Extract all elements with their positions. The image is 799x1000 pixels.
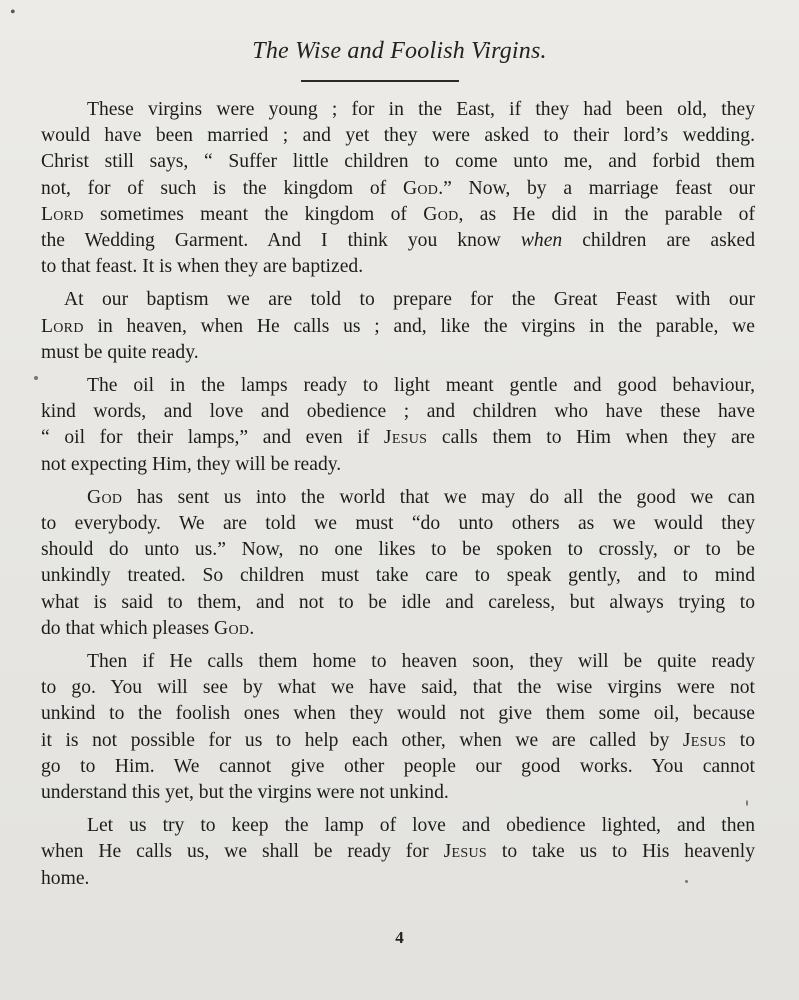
text-line: to that feast. It is when they are baptized. — [41, 256, 364, 278]
small-caps-word: God — [402, 177, 439, 199]
text-line: should do unto us.” Now, no one likes to be spoken to crossly, or to be — [41, 539, 755, 561]
text-line: The oil in the lamps ready to light meant gentle and good behaviour, — [87, 375, 755, 397]
text-line: not expecting Him, they will be ready. — [41, 453, 342, 475]
paragraph — [41, 373, 755, 478]
text-line: when He calls us, we shall be ready for Jesus to take us to His heavenly — [41, 841, 755, 863]
text-line: it is not possible for us to help each other, when we are called by Jesus to — [41, 729, 755, 751]
italic-word: when — [520, 230, 563, 252]
text-line: Let us try to keep the lamp of love and obedience lighted, and then — [87, 815, 755, 837]
corner-mark: • — [10, 4, 16, 21]
small-caps-word: Jesus — [383, 427, 428, 449]
text-line: Christ still says, “ Suffer little children to come unto me, and forbid them — [41, 151, 755, 173]
paragraph — [41, 287, 755, 366]
text-line: do that which pleases God. — [41, 617, 255, 639]
body-text — [41, 97, 755, 899]
text-line: must be quite ready. — [41, 341, 199, 363]
text-line: unkind to the foolish ones when they would not give them some oil, because — [41, 703, 755, 725]
small-caps-word: God — [423, 203, 459, 225]
small-caps-word: Lord — [41, 315, 84, 337]
text-line: “ oil for their lamps,” and even if Jesus calls them to Him when they are — [41, 427, 755, 449]
small-caps-word: Jesus — [443, 841, 487, 863]
text-line: to go. You will see by what we have said, that the wise virgins were not — [41, 677, 755, 699]
small-caps-word: God — [214, 617, 250, 639]
text-line: God has sent us into the world that we may do all the good we can — [87, 486, 755, 508]
text-line: Lord sometimes meant the kingdom of God, as He did in the parable of — [41, 203, 755, 225]
title-rule — [301, 80, 459, 82]
paragraph — [41, 97, 755, 280]
text-line: At our baptism we are told to prepare for the Great Feast with our — [64, 289, 755, 311]
text-line: Lord in heaven, when He calls us ; and, like the virgins in the parable, we — [41, 315, 755, 337]
text-line: Then if He calls them home to heaven soon, they will be quite ready — [87, 651, 755, 673]
text-line: These virgins were young ; for in the East, if they had been old, they — [87, 99, 755, 120]
text-line: what is said to them, and not to be idle and careless, but always trying to — [41, 591, 755, 613]
text-line: unkindly treated. So children must take care to speak gently, and to mind — [41, 565, 755, 587]
page-number: 4 — [395, 928, 404, 947]
text-line: the Wedding Garment. And I think you know when children are asked — [41, 230, 755, 252]
print-speck — [746, 800, 748, 806]
text-line: kind words, and love and obedience ; and children who have these have — [41, 401, 755, 423]
text-line: home. — [41, 867, 90, 889]
print-speck — [34, 376, 38, 380]
paragraph — [41, 813, 755, 892]
small-caps-word: Jesus — [682, 729, 727, 751]
text-line: not, for of such is the kingdom of God.” Now, by a marriage feast our — [41, 177, 755, 199]
text-line: would have been married ; and yet they were asked to their lord’s wedding. — [41, 125, 755, 147]
page-title: The Wise and Foolish Virgins. — [252, 38, 547, 64]
small-caps-word: God — [87, 486, 123, 508]
small-caps-word: Lord — [41, 203, 84, 225]
paragraph — [41, 649, 755, 806]
text-line: go to Him. We cannot give other people our good works. You cannot — [41, 755, 755, 777]
text-line: understand this yet, but the virgins were not unkind. — [41, 782, 449, 804]
print-speck — [685, 880, 688, 883]
text-line: to everybody. We are told we must “do unto others as we would they — [41, 513, 755, 535]
paragraph — [41, 485, 755, 642]
